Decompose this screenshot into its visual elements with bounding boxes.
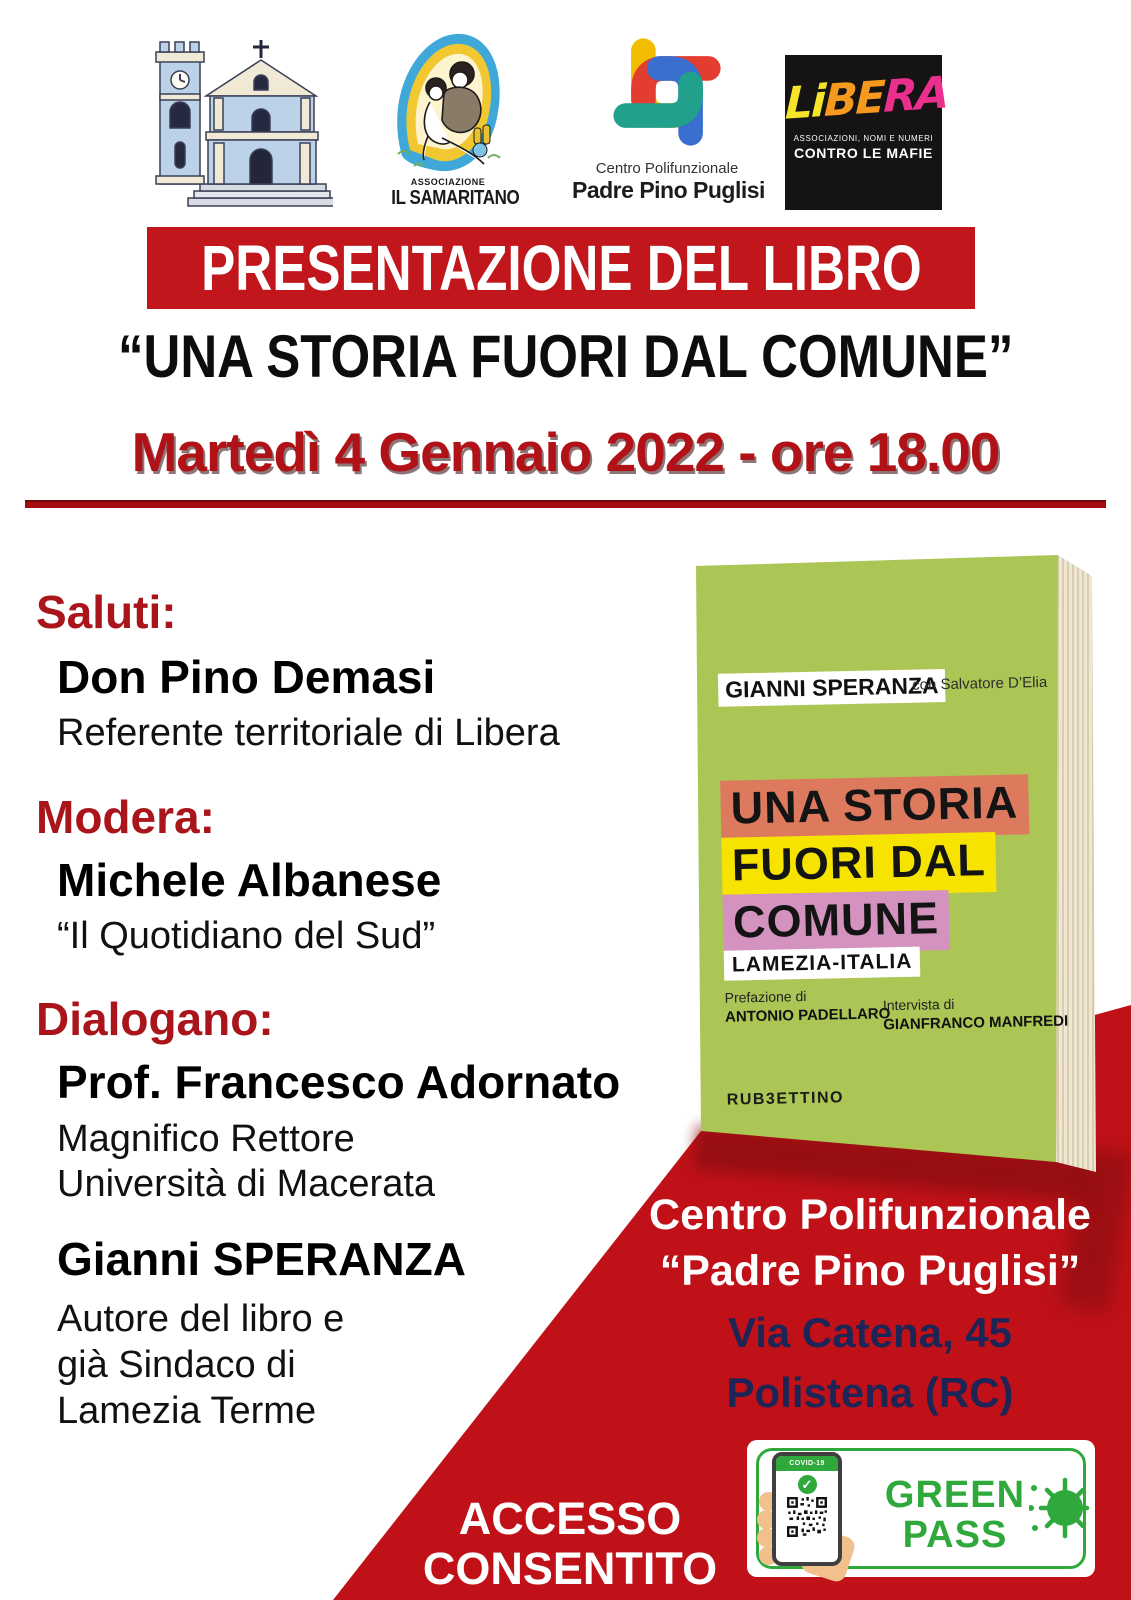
book-title-line3: COMUNE (722, 890, 949, 955)
speaker1-name: Prof. Francesco Adornato (57, 1056, 621, 1108)
speaker1-role-line2: Università di Macerata (57, 1163, 436, 1205)
venue-name-line2: “Padre Pino Puglisi” (659, 1246, 1081, 1295)
speaker2-name: Gianni SPERANZA (57, 1233, 466, 1285)
puglisi-label: Padre Pino Puglisi (572, 177, 765, 203)
saluti-label: Saluti: (36, 586, 177, 638)
puglisi-logo (572, 33, 765, 204)
saluti-speaker-role: Referente territoriale di Libera (57, 712, 560, 754)
puglisi-icon (608, 33, 726, 151)
church-logo-icon (148, 30, 333, 215)
banner-text: PRESENTAZIONE DEL LIBRO (200, 232, 922, 304)
modera-speaker-role: “Il Quotidiano del Sud” (57, 915, 436, 957)
interview-label: Intervista di (882, 995, 955, 1014)
qr-code-icon (787, 1497, 827, 1537)
venue-address-city: Polistena (RC) (726, 1369, 1014, 1417)
libera-wordmark: LiBERA (784, 67, 949, 130)
libera-motto: CONTRO LE MAFIE (794, 145, 933, 161)
covid-label: COVID-19 (776, 1456, 838, 1471)
modera-speaker-name: Michele Albanese (57, 854, 442, 906)
preface-label: Prefazione di (724, 987, 807, 1006)
speaker2-role-line3: Lamezia Terme (57, 1390, 317, 1432)
speaker2-role-line2: già Sindaco di (57, 1344, 296, 1386)
venue-address-street: Via Catena, 45 (727, 1308, 1013, 1356)
access-line1: ACCESSO (458, 1493, 682, 1544)
book-cover (694, 548, 1106, 1190)
venue-name-line1: Centro Polifunzionale (649, 1191, 1091, 1239)
venue-block (620, 1188, 1120, 1421)
libera-logo (784, 55, 949, 210)
book-subtitle: LAMEZIA-ITALIA (724, 947, 921, 981)
modera-label: Modera: (36, 791, 215, 843)
libera-subtitle: ASSOCIAZIONI, NOMI E NUMERI (793, 134, 934, 143)
puglisi-label-small: Centro Polifunzionale (595, 160, 739, 177)
speaker1-role-line1: Magnifico Rettore (57, 1118, 355, 1160)
samaritano-logo (380, 26, 520, 210)
checkmark-icon: ✓ (798, 1475, 817, 1494)
book-title-text: “UNA STORIA FUORI DAL COMUNE” (117, 323, 1014, 390)
book-coauthor: con Salvatore D’Elia (911, 673, 1048, 694)
access-line2: CONSENTITO (422, 1543, 718, 1595)
book-title-line (0, 322, 1131, 391)
event-datetime: Martedì 4 Gennaio 2022 - ore 18.00 (131, 421, 1000, 483)
green-pass-badge (747, 1440, 1095, 1577)
date-underline (25, 502, 1106, 508)
publisher-logo: RUB3ETTINO (726, 1089, 845, 1109)
interview-name: GIANFRANCO MANFREDI (883, 1012, 1069, 1034)
book-author: GIANNI SPERANZA (718, 669, 946, 707)
samaritano-label: IL SAMARITANO (391, 187, 520, 209)
virus-icon (1029, 1462, 1089, 1554)
book-title-line2: FUORI DAL (721, 832, 996, 898)
speaker2-role-line1: Autore del libro e (57, 1298, 345, 1340)
phone-icon (772, 1452, 842, 1566)
book-title-line1: UNA STORIA (720, 774, 1029, 840)
banner (147, 227, 975, 309)
saluti-speaker-name: Don Pino Demasi (57, 651, 436, 703)
green-pass-label: GREEN PASS (884, 1474, 1026, 1556)
preface-name: ANTONIO PADELLARO (724, 1005, 891, 1026)
samaritano-label-small: ASSOCIAZIONE (410, 177, 486, 187)
dialogano-label: Dialogano: (36, 993, 274, 1045)
access-notice (390, 1494, 750, 1595)
samaritano-icon (384, 26, 512, 174)
